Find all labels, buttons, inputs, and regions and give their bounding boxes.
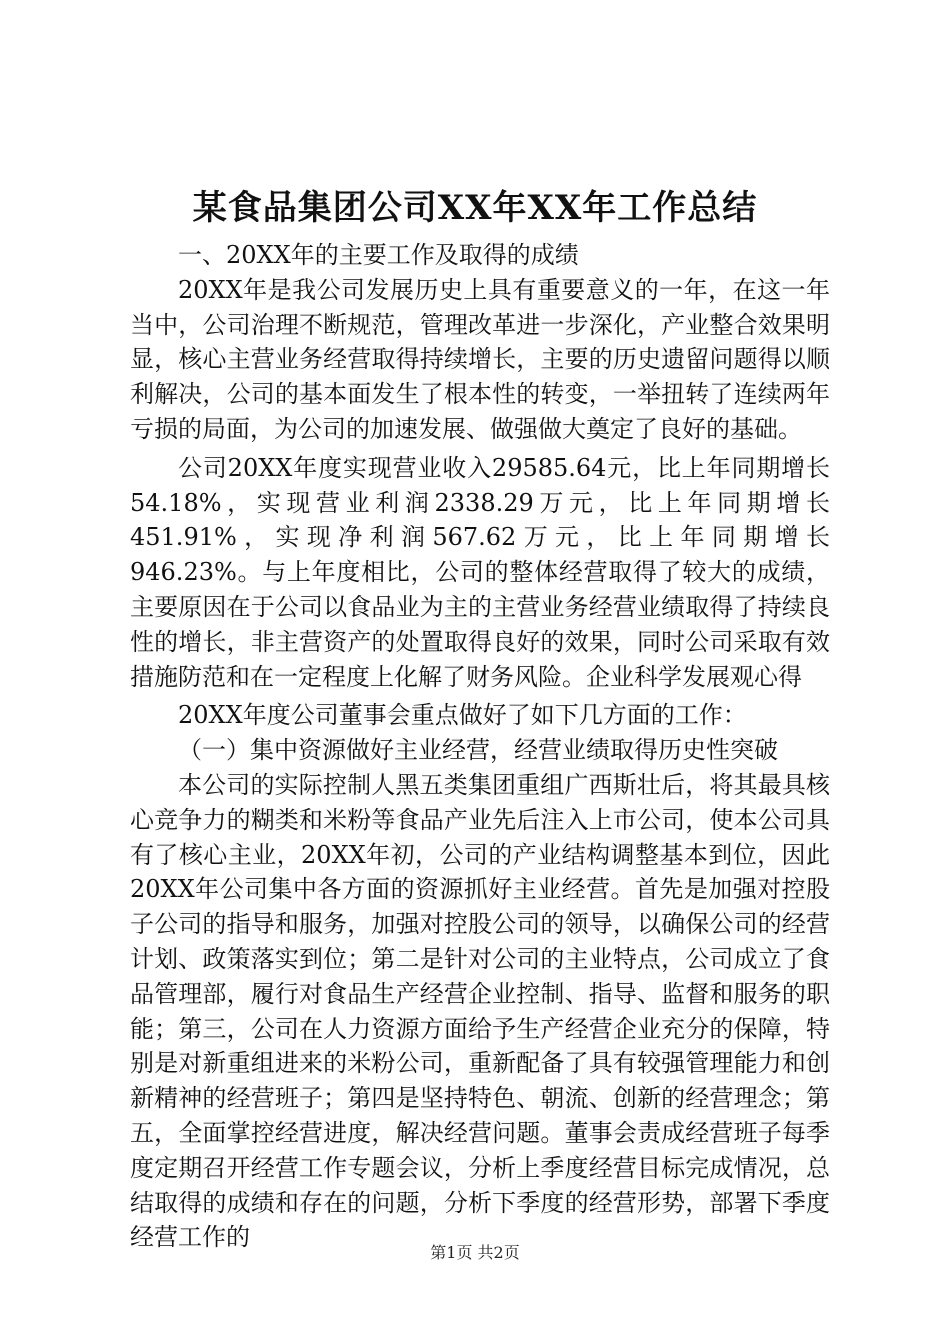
body-paragraph: 20XX年是我公司发展历史上具有重要意义的一年，在这一年当中，公司治理不断规范，管理改革进一步深化，产业整合效果明显，核心主营业务经营取得持续增长，主要的历史遗留问题得以顺利解决，公司的基本面发生了根本性的转变，一举扭转了连续两年亏损的局面，为公司的加速发展、做强做大奠定了良好的基础。 <box>130 275 830 443</box>
body-paragraph: 公司20XX年度实现营业收入29585.64元，比上年同期增长54.18%，实现营业利润2338.29万元，比上年同期增长451.91%，实现净利润567.62万元，比上年同期增长946.23%。与上年度相比，公司的整体经营取得了较大的成绩，主要原因在于公司以食品业为主的主营业务经营业绩取得了持续良性的增长，非主营资产的处置取得良好的效果，同时公司采取有效措施防范和在一定程度上化解了财务风险。企业科学发展观心得 <box>130 453 830 691</box>
section-heading: 一、20XX年的主要工作及取得的成绩 <box>178 241 579 269</box>
document-title: 某食品集团公司XX年XX年工作总结 <box>192 188 758 228</box>
document-body <box>130 238 830 1255</box>
body-paragraph: 20XX年度公司董事会重点做好了如下几方面的工作： <box>178 701 747 730</box>
page-number: 第1页 共2页 <box>430 1243 520 1262</box>
body-paragraph: 本公司的实际控制人黑五类集团重组广西斯壮后，将其最具核心竞争力的糊类和米粉等食品产业先后注入上市公司，使本公司具有了核心主业，20XX年初，公司的产业结构调整基本到位，因此20XX年公司集中各方面的资源抓好主业经营。首先是加强对控股子公司的指导和服务，加强对控股公司的领导，以确保公司的经营计划、政策落实到位；第二是针对公司的主业特点，公司成立了食品管理部，履行对食品生产经营企业控制、指导、监督和服务的职能；第三，公司在人力资源方面给予生产经营企业充分的保障，特别是对新重组进来的米粉公司，重新配备了具有较强管理能力和创新精神的经营班子；第四是坚持特色、朝流、创新的经营理念；第五，全面掌控经营进度，解决经营问题。董事会责成经营班子每季度定期召开经营工作专题会议，分析上季度经营目标完成情况，总结取得的成绩和存在的问题，分析下季度的经营形势，部署下季度经营工作的 <box>130 770 830 1252</box>
subsection-heading: （一）集中资源做好主业经营，经营业绩取得历史性突破 <box>178 736 778 765</box>
